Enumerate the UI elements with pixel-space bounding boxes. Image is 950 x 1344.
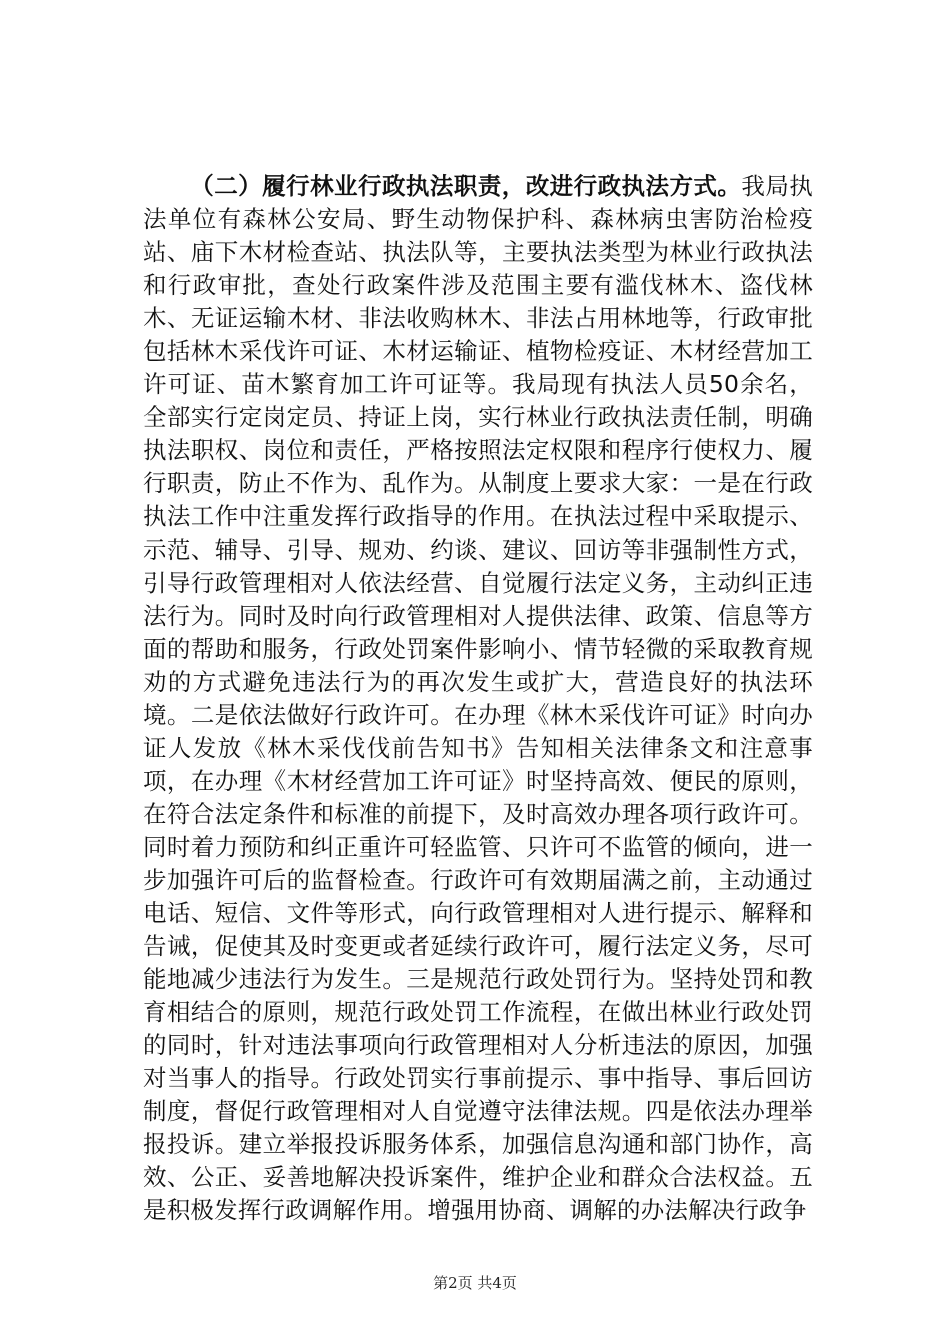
page-footer: 第2页 共4页 xyxy=(433,1274,517,1292)
body-paragraph xyxy=(143,170,813,1228)
section-heading: （二）履行林业行政执法职责，改进行政执法方式。 xyxy=(190,172,742,200)
body-text: 我局执法单位有森林公安局、野生动物保护科、森林病虫害防治检疫站、庙下木材检查站、执法队等，主要执法类型为林业行政执法和行政审批，查处行政案件涉及范围主要有滥伐林木、盗伐林木、无证运输木材、非法收购林木、非法占用林地等，行政审批包括林木采伐许可证、木材运输证、植物检疫证、木材经营加工许可证、苗木繁育加工许可证等。我局现有执法人员50余名，全部实行定岗定员、持证上岗，实行林业行政执法责任制，明确执法职权、岗位和责任，严格按照法定权限和程序行使权力、履行职责，防止不作为、乱作为。从制度上要求大家：一是在行政执法工作中注重发挥行政指导的作用。在执法过程中采取提示、示范、辅导、引导、规劝、约谈、建议、回访等非强制性方式，引导行政管理相对人依法经营、自觉履行法定义务，主动纠正违法行为。同时及时向行政管理相对人提供法律、政策、信息等方面的帮助和服务，行政处罚案件影响小、情节轻微的采取教育规劝的方式避免违法行为的再次发生或扩大，营造良好的执法环境。二是依法做好行政许可。在办理《林木采伐许可证》时向办证人发放《林木采伐伐前告知书》告知相关法律条文和注意事项，在办理《木材经营加工许可证》时坚持高效、便民的原则，在符合法定条件和标准的前提下，及时高效办理各项行政许可。同时着力预防和纠正重许可轻监管、只许可不监管的倾向，进一步加强许可后的监督检查。行政许可有效期届满之前，主动通过电话、短信、文件等形式，向行政管理相对人进行提示、解释和告诫，促使其及时变更或者延续行政许可，履行法定义务，尽可能地减少违法行为发生。三是规范行政处罚行为。坚持处罚和教育相结合的原则，规范行政处罚工作流程，在做出林业行政处罚的同时，针对违法事项向行政管理相对人分析违法的原因，加强对当事人的指导。行政处罚实行事前提示、事中指导、事后回访制度，督促行政管理相对人自觉遵守法律法规。四是依法办理举报投诉。建立举报投诉服务体系，加强信息沟通和部门协作，高效、公正、妥善地解决投诉案件，维护企业和群众合法权益。五是积极发挥行政调解作用。增强用协商、调解的办法解决行政争 xyxy=(143,172,813,1225)
